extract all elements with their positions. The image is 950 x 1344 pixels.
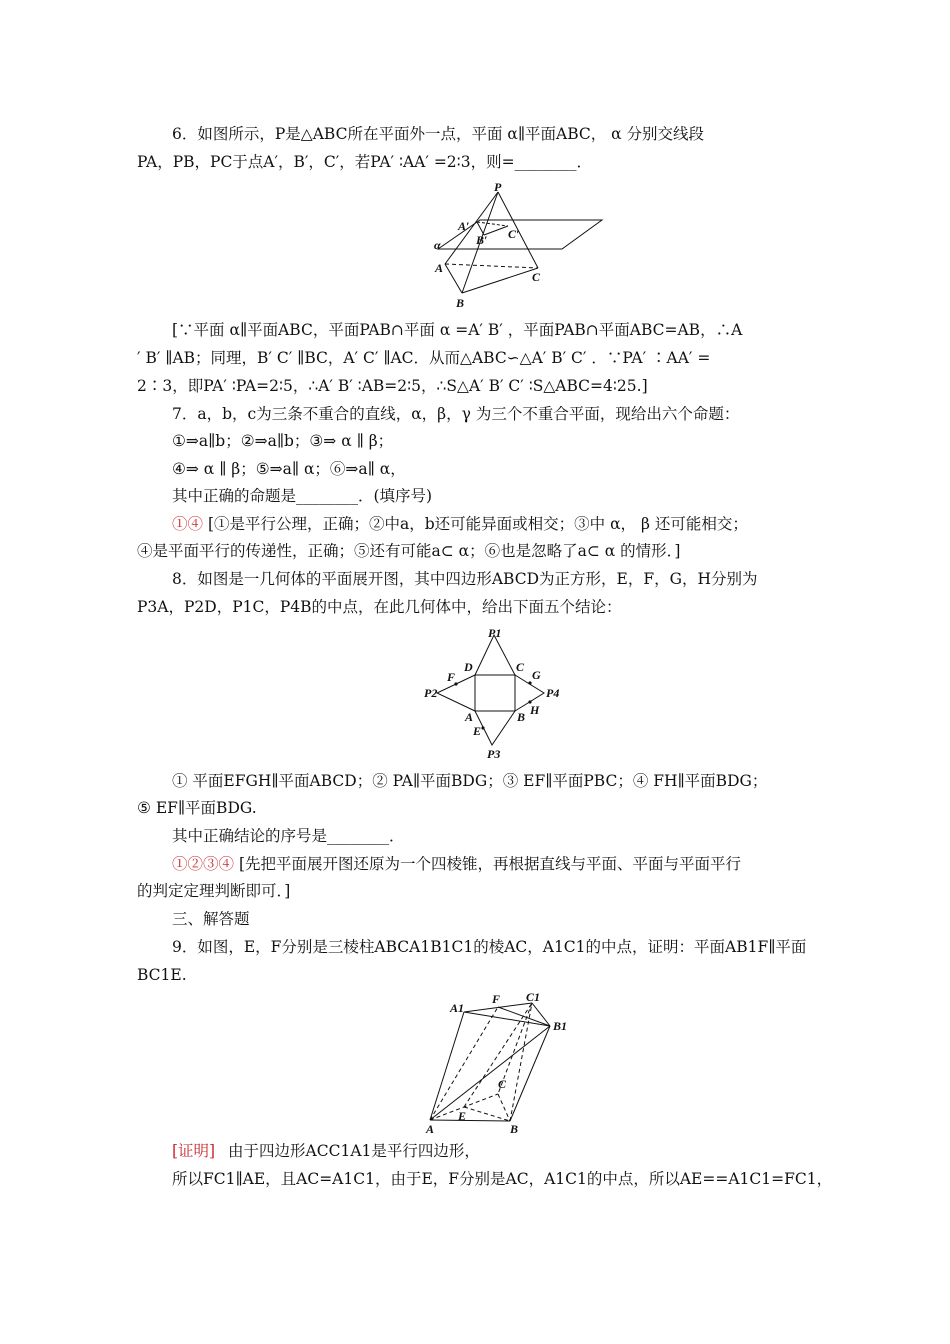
q8-label-p1: P1 [488,626,502,640]
q8-label-p4: P4 [546,686,560,700]
q9-label-f: F [492,992,501,1006]
q8-label-h: H [530,703,540,717]
q6-line-1: 6．如图所示，P是△ABC所在平面外一点，平面 α∥平面ABC， α 分别交线段 [172,125,705,143]
q6-label-a: A [435,261,444,275]
q6-line-2: PA，PB，PC于点A′，B′，C′，若PA′ ∶AA′ =2∶3，则=________． [137,153,593,171]
q8-label-e: E [473,724,482,738]
q9-label-c: C [498,1077,507,1091]
q7-line-4: 其中正确的命题是________．(填序号) [172,487,433,505]
q9-line-2: BC1E. [137,966,187,984]
q8-label-p3: P3 [487,747,501,761]
q6-label-c-prime: C′ [508,227,520,241]
q9-label-a: A [426,1122,435,1136]
q9-label-c1: C1 [526,990,541,1004]
q8-line-2: P3A，P2D，P1C，P4B的中点，在此几何体中，给出下面五个结论： [137,598,622,616]
q8-line-3: ① 平面EFGH∥平面ABCD；② PA∥平面BDG；③ EF∥平面PBC；④ FH∥平面BDG； [172,772,768,790]
q7-answer-line-1 [172,514,748,534]
q6-label-alpha: α [434,238,441,252]
q9-proof-tag: [证明] [172,1142,216,1160]
q8-label-g: G [532,668,541,682]
q9-proof-line-1 [172,1141,480,1161]
q8-label-a: A [465,710,474,724]
q7-line-3: ④⇒ α ∥ β；⑤⇒a∥ α；⑥⇒a∥ α， [172,460,406,478]
q7-answer: ①④ [172,515,204,533]
q6-label-b-prime: B′ [476,233,488,247]
q6-solution-1: [∵平面 α∥平面ABC，平面PAB∩平面 α =A′ B′ ，平面PAB∩平面ABC=AB，∴A [172,321,743,339]
q9-proof-text-1: 由于四边形ACC1A1是平行四边形， [228,1142,480,1160]
q8-label-d: D [464,660,473,674]
q9-proof-line-2: 所以FC1∥AE，且AC=A1C1，由于E，F分别是AC，A1C1的中点，所以AE==A1C1=FC1， [172,1170,833,1188]
q6-label-a-prime: A′ [458,219,470,233]
q8-line-4: ⑤ EF∥平面BDG. [137,799,257,817]
q6-label-b: B [456,296,465,310]
q8-solution-1: [先把平面展开图还原为一个四棱锥，再根据直线与平面、平面与平面平行 [238,855,742,873]
q9-label-b1: B1 [553,1019,568,1033]
q6-label-p: P [494,180,502,194]
q8-line-5: 其中正确结论的序号是________． [172,827,405,845]
q6-figure [420,180,620,312]
q7-solution-2: ④是平面平行的传递性，正确；⑤还有可能a⊂ α；⑥也是忽略了a⊂ α 的情形．] [137,542,681,560]
q8-label-p2: P2 [424,686,438,700]
q9-figure [420,990,580,1136]
q8-answer: ①②③④ [172,855,235,873]
q7-line-1: 7．a，b，c为三条不重合的直线，α，β，γ 为三个不重合平面，现给出六个命题： [172,405,740,423]
q8-label-b: B [517,710,526,724]
q8-figure [420,625,580,763]
q9-label-e: E [458,1109,467,1123]
q8-label-c: C [516,660,525,674]
q8-answer-line-1 [172,854,741,874]
q6-label-c: C [532,270,541,284]
q9-label-a1: A1 [450,1001,465,1015]
q8-label-f: F [447,670,456,684]
q6-solution-3: 2∶3，即PA′ ∶PA=2∶5，∴A′ B′ ∶AB=2∶5，∴S△A′ B′ C′ ∶S△ABC=4∶25.] [137,377,648,395]
section-heading: 三、解答题 [172,910,250,928]
q7-solution-1: [①是平行公理，正确；②中a，b还可能异面或相交；③中 α， β 还可能相交； [207,515,748,533]
q9-label-b: B [510,1122,519,1136]
q6-solution-2: ′ B′ ∥AB；同理，B′ C′ ∥BC，A′ C′ ∥AC．从而△ABC∽△A′ B′ C′ ．∵PA′ ∶AA′ = [137,349,711,367]
q8-solution-2: 的判定定理判断即可．] [137,882,291,900]
q9-line-1: 9．如图，E，F分别是三棱柱ABCA1B1C1的棱AC，A1C1的中点，证明：平面AB1F∥平面 [172,938,807,956]
q7-line-2: ①⇒a∥b；②⇒a∥b；③⇒ α ∥ β； [172,432,394,450]
q8-line-1: 8．如图是一几何体的平面展开图，其中四边形ABCD为正方形，E，F，G，H分别为 [172,570,758,588]
